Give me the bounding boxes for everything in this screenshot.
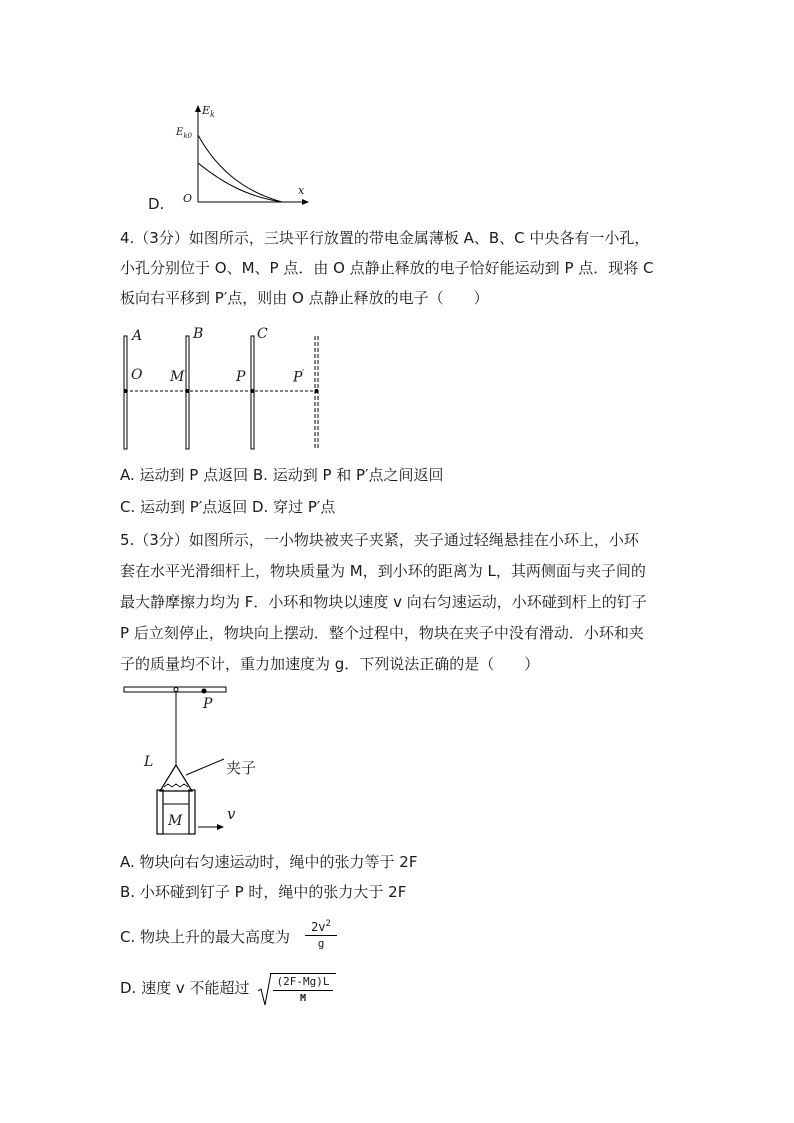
plate-c-label: C: [257, 326, 268, 342]
point-m-label: M: [170, 369, 185, 385]
q4-stem-line-3: 板向右平移到 P′点，则由 O 点静止释放的电子（ ）: [120, 289, 489, 307]
block-m-label: M: [168, 813, 183, 829]
graph-y-axis-label: $E_k$: [202, 104, 215, 120]
length-l-label: L: [144, 754, 154, 770]
graph-y-tick-label: $E_{k0}$: [176, 127, 193, 140]
q4-stem-line-1: 4.（3分）如图所示，三块平行放置的带电金属薄板 A、B、C 中央各有一小孔，: [120, 229, 650, 247]
q5-option-b: B. 小环碰到钉子 P 时，绳中的张力大于 2F: [120, 883, 407, 901]
energy-graph: [190, 105, 310, 205]
q4-stem-line-2: 小孔分别位于 O、M、P 点．由 O 点静止释放的电子恰好能运动到 P 点．现将 C: [120, 259, 654, 277]
option-c-fraction: $2v^2$ g: [305, 917, 337, 950]
q5-stem-line-5: 子的质量均不计，重力加速度为 g．下列说法正确的是（ ）: [120, 655, 540, 673]
q5-option-d: D. 速度 v 不能超过: [120, 979, 250, 997]
plate-a-label: A: [132, 328, 143, 344]
point-o-label: O: [131, 367, 143, 383]
q5-stem-line-2: 套在水平光滑细杆上，物块质量为 M，到小环的距离为 L，其两侧面与夹子间的: [120, 562, 646, 580]
graph-x-axis-label: x: [298, 184, 305, 197]
option-d-fraction: (2F-Mg)L M: [270, 973, 336, 1005]
nail-p-label: P: [203, 696, 213, 712]
q5-option-c: C. 物块上升的最大高度为: [120, 928, 291, 946]
velocity-v-label: v: [227, 805, 236, 823]
clip-label: 夹子: [226, 759, 257, 777]
q5-stem-line-3: 最大静摩擦力均为 F．小环和物块以速度 v 向右匀速运动，小环碰到杆上的钉子: [120, 593, 647, 611]
q4-plates-figure: [115, 330, 335, 455]
q5-option-a: A. 物块向右匀速运动时，绳中的张力等于 2F: [120, 853, 418, 871]
q4-options-ab: A. 运动到 P 点返回 B. 运动到 P 和 P′点之间返回: [120, 466, 444, 484]
q4-options-cd: C. 运动到 P′点返回 D. 穿过 P′点: [120, 498, 336, 516]
point-p-prime-label: P′: [293, 369, 305, 386]
option-d-label: D.: [148, 195, 165, 213]
q5-stem-line-1: 5.（3分）如图所示，一小物块被夹子夹紧，夹子通过轻绳悬挂在小环上，小环: [120, 531, 639, 549]
point-p-label: P: [236, 369, 246, 385]
graph-origin-label: O: [183, 192, 193, 205]
q5-stem-line-4: P 后立刻停止，物块向上摆动．整个过程中，物块在夹子中没有滑动．小环和夹: [120, 624, 644, 642]
plate-b-label: B: [193, 326, 204, 342]
curve-upper: [198, 135, 282, 202]
